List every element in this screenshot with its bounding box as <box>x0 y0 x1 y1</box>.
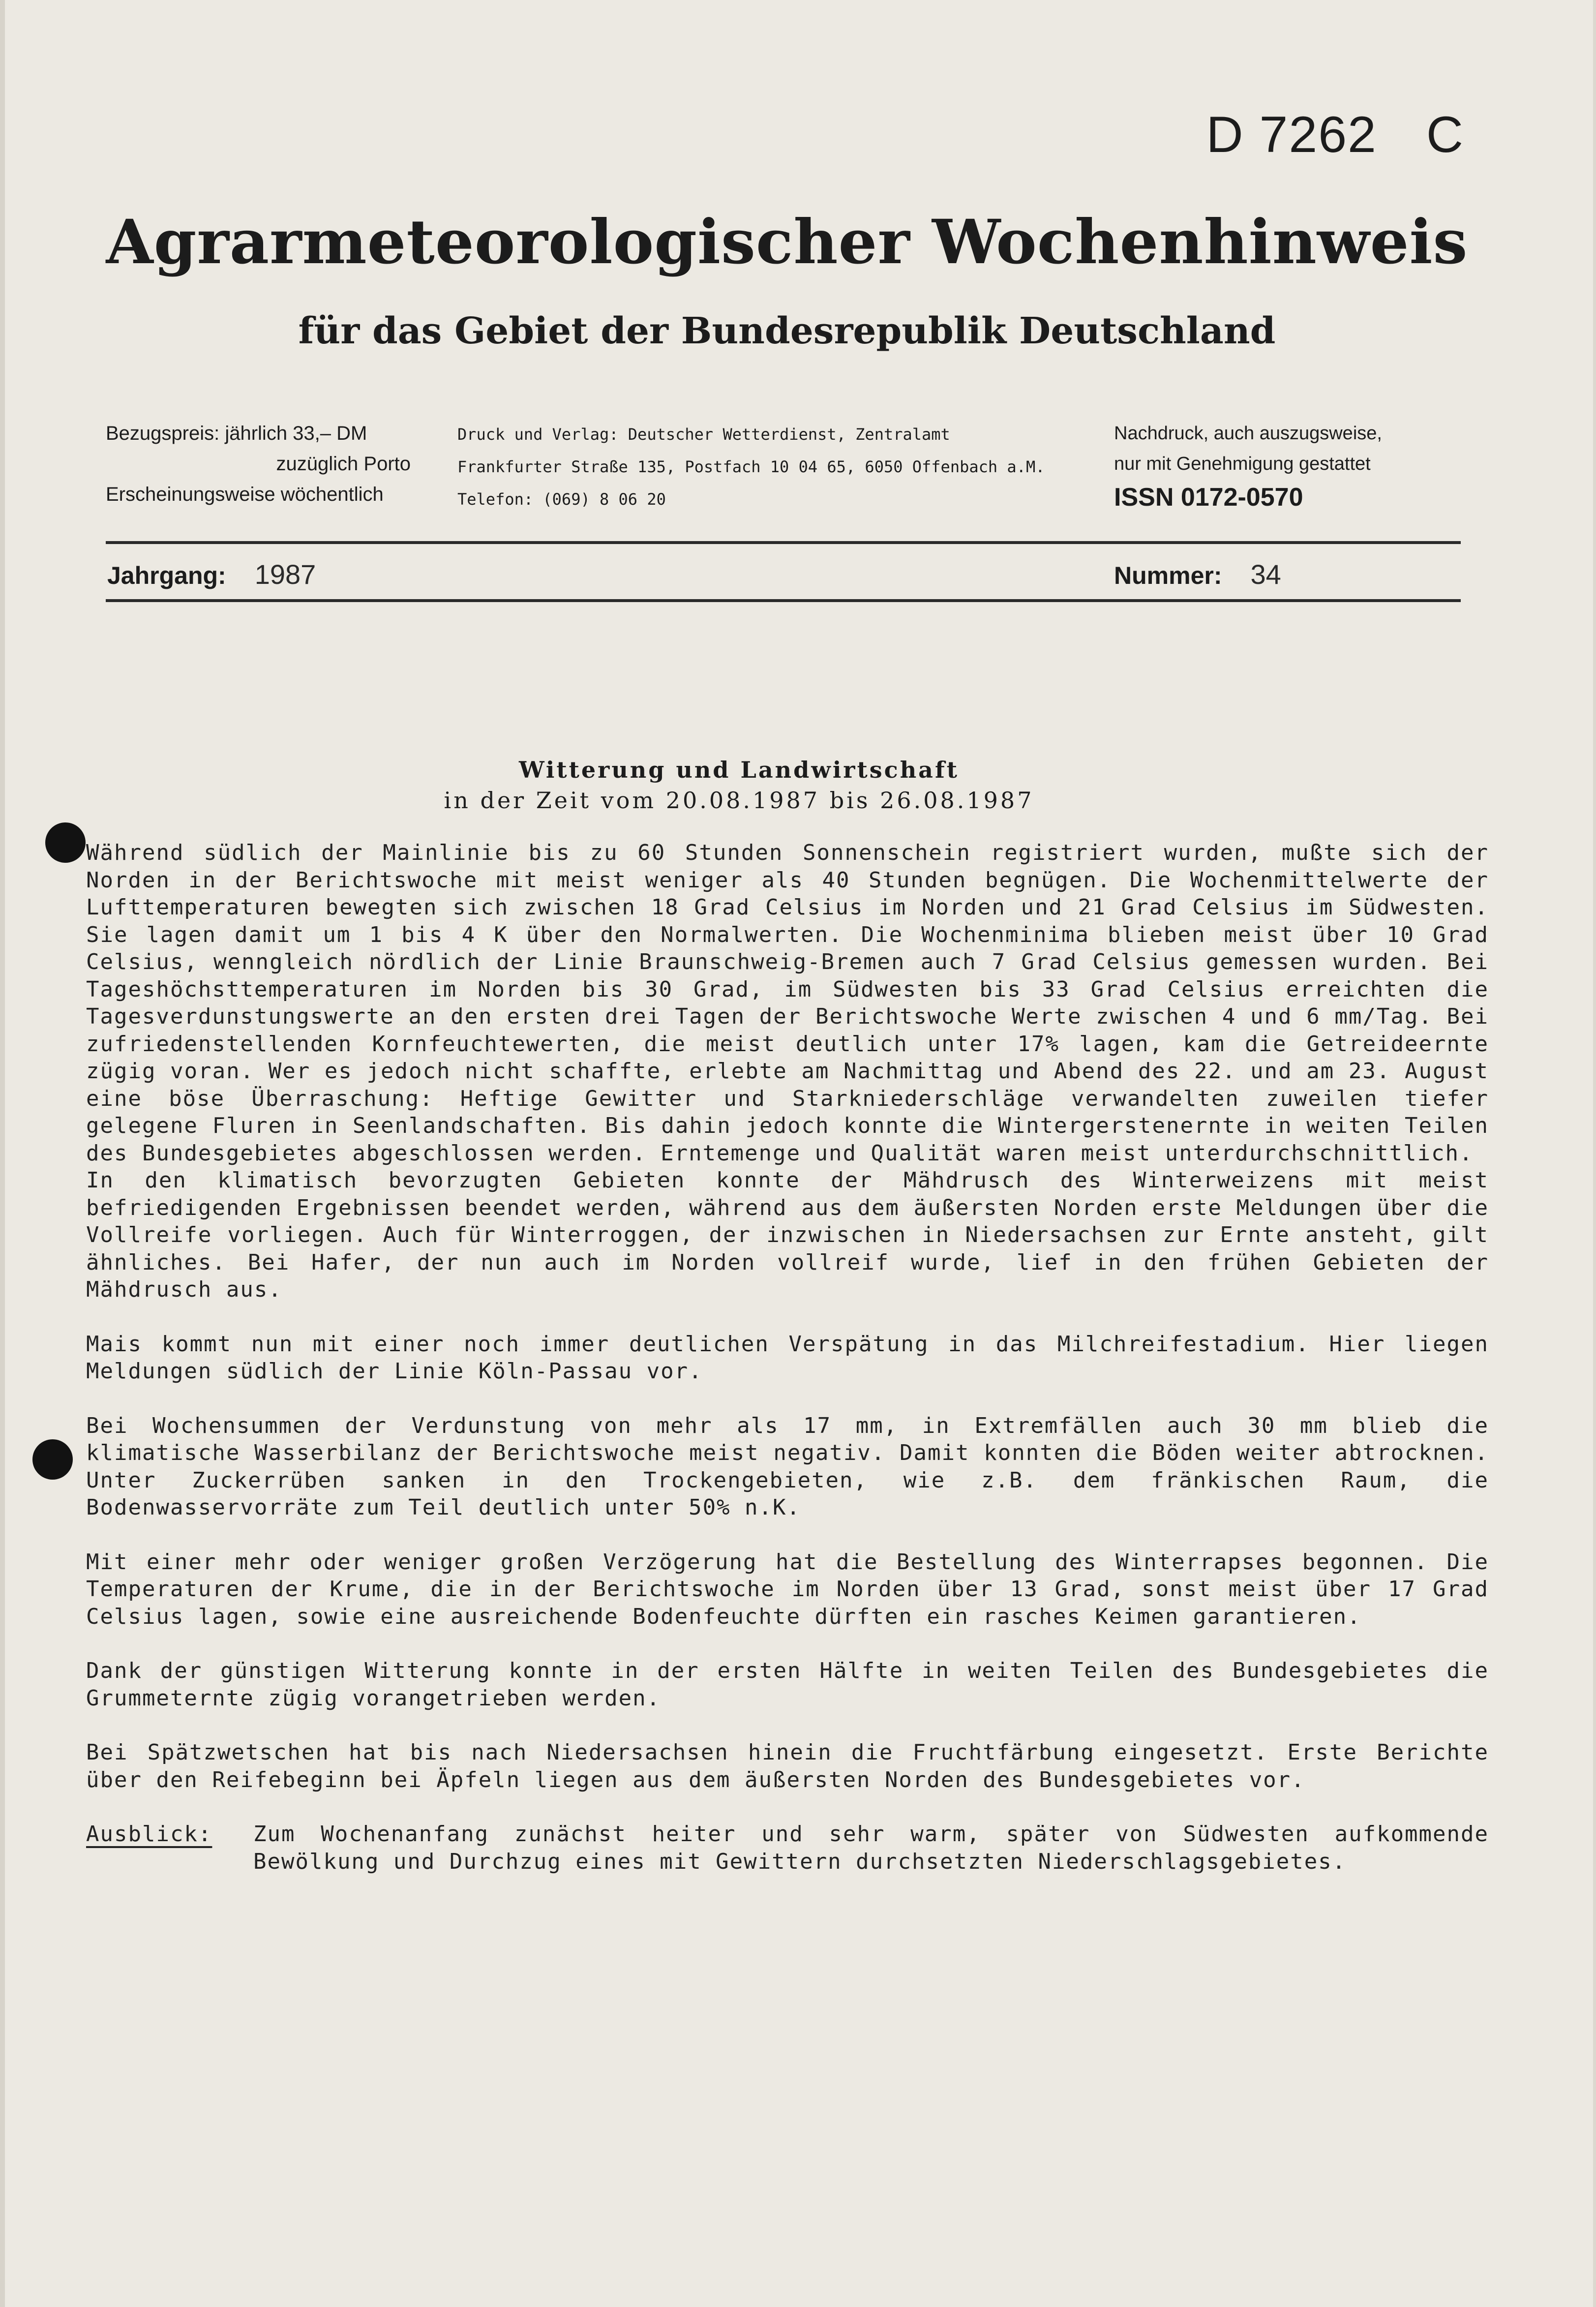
page-title: Agrarmeteorologischer Wochenhinweis <box>106 207 1468 278</box>
outlook-text: Zum Wochenanfang zunächst heiter und sehr warm, später von Südwesten aufkommende Bewölkung und Durchzug eines mit Gewittern durchsetzten Niederschlagsgebietes. <box>253 1821 1489 1874</box>
phone-line: Telefon: (069) 8 06 20 <box>457 490 666 509</box>
report-period: in der Zeit vom 20.08.1987 bis 26.08.1987 <box>444 787 1034 814</box>
punch-hole <box>45 822 86 863</box>
doc-class: C <box>1426 106 1464 163</box>
frequency-line: Erscheinungsweise wöchentlich <box>106 484 384 505</box>
section-heading: Witterung und Landwirtschaft <box>519 757 959 783</box>
doc-number: D 7262 <box>1206 106 1377 163</box>
divider-bottom <box>106 599 1461 602</box>
volume-label: Jahrgang: <box>107 562 226 589</box>
paragraph-water-balance: Bei Wochensummen der Verdunstung von mehr als 17 mm, in Extremfällen auch 30 mm blieb die klimatische Wasserbilanz der Berichtswoche meist negativ. Damit konnten die Böden weiter abtrocknen. Unter Zuckerrüben sanken in den Trockengebieten, wie z.B. dem fränkischen Raum, die Bodenwasservorräte zum Teil deutlich unter 50% n.K. <box>86 1413 1503 1520</box>
outlook-label: Ausblick: <box>86 1821 212 1847</box>
paragraph-rapeseed: Mit einer mehr oder weniger großen Verzögerung hat die Bestellung des Winterrapses begonnen. Die Temperaturen der Krume, die in der Berichtswoche im Norden über 13 Grad, sonst meist über 17 Grad Celsius lagen, sowie eine ausreichende Bodenfeuchte dürften ein rasches Keimen garantieren. <box>86 1549 1503 1629</box>
postage-line: zuzüglich Porto <box>276 453 411 475</box>
paragraph-weather: Während südlich der Mainlinie bis zu 60 Stunden Sonnenschein registriert wurden, mußte sich der Norden in der Berichtswoche mit meist weniger als 40 Stunden begnügen. Die Wochenmittelwerte der Lufttemperaturen bewegten sich zwischen 18 Grad Celsius im Norden und 21 Grad Celsius im Südwesten. Sie lagen damit um 1 bis 4 K über den Normalwerten. Die Wochenminima blieben meist über 10 Grad Celsius, wenngleich nördlich der Linie Braunschweig-Bremen auch 7 Grad Celsius gemessen wurden. Bei Tageshöchsttemperaturen im Norden bis 30 Grad, im Südwesten bis 33 Grad Celsius erreichten die Tagesverdunstungswerte an den ersten drei Tagen der Berichtswoche Werte zwischen 4 und 6 mm/Tag. Bei zufriedenstellenden Kornfeuchtewerten, die meist deutlich unter 17% lagen, kam die Getreideernte zügig voran. Wer es jedoch nicht schaffte, erlebte am Nachmittag und Abend des 22. und am 23. August eine böse Überraschung: Heftige Gewitter und Starkniederschläge verwandelten zuweilen tiefer gelegene Fluren in Seenlandschaften. Bis dahin jedoch konnte die Wintergerstenernte in weiten Teilen des Bundesgebietes abgeschlossen werden. Erntemenge und Qualität waren meist unterdurchschnittlich. <box>86 840 1503 1166</box>
issue-number-label: Nummer: <box>1114 562 1222 589</box>
reprint-line: Nachdruck, auch auszugsweise, <box>1114 423 1382 444</box>
price-info <box>106 418 435 510</box>
volume-field <box>107 558 316 590</box>
paragraph-grummet: Dank der günstigen Witterung konnte in der ersten Hälfte in weiten Teilen des Bundesgebietes die Grummeternte zügig vorangetrieben werden. <box>86 1658 1503 1711</box>
issn: ISSN 0172-0570 <box>1114 483 1303 512</box>
rights-info <box>1114 418 1382 513</box>
permission-line: nur mit Genehmigung gestattet <box>1114 454 1371 474</box>
publisher-info <box>457 418 1045 516</box>
publisher-line: Druck und Verlag: Deutscher Wetterdienst, Zentralamt <box>457 425 950 444</box>
report-body <box>86 839 1503 1875</box>
punch-hole <box>32 1439 73 1480</box>
document-code <box>1206 106 1464 164</box>
price-line: Bezugspreis: jährlich 33,– DM <box>106 423 367 444</box>
paragraph-harvest: In den klimatisch bevorzugten Gebieten konnte der Mähdrusch des Winterweizens mit meist befriedigenden Ergebnissen beendet werden, während aus dem äußersten Norden erste Meldungen über die Vollreife vorliegen. Auch für Winterroggen, der inzwischen in Niedersachsen zur Ernte ansteht, gilt ähnliches. Bei Hafer, der nun auch im Norden vollreif wurde, lief in den frühen Gebieten der Mähdrusch aus. <box>86 1168 1503 1302</box>
paragraph-maize: Mais kommt nun mit einer noch immer deutlichen Verspätung in das Milchreifestadium. Hier liegen Meldungen südlich der Linie Köln-Passau vor. <box>86 1331 1503 1384</box>
page-subtitle: für das Gebiet der Bundesrepublik Deutschland <box>298 310 1276 352</box>
paragraph-fruit: Bei Spätzwetschen hat bis nach Niedersachsen hinein die Fruchtfärbung eingesetzt. Erste Berichte über den Reifebeginn bei Äpfeln liegen aus dem äußersten Norden des Bundesgebietes vor. <box>86 1740 1503 1792</box>
issue-number-field <box>1114 558 1281 590</box>
volume-value: 1987 <box>254 559 316 590</box>
address-line: Frankfurter Straße 135, Postfach 10 04 65, 6050 Offenbach a.M. <box>457 457 1045 476</box>
outlook <box>86 1821 1489 1875</box>
issue-number-value: 34 <box>1250 559 1281 590</box>
divider-top <box>106 541 1461 544</box>
